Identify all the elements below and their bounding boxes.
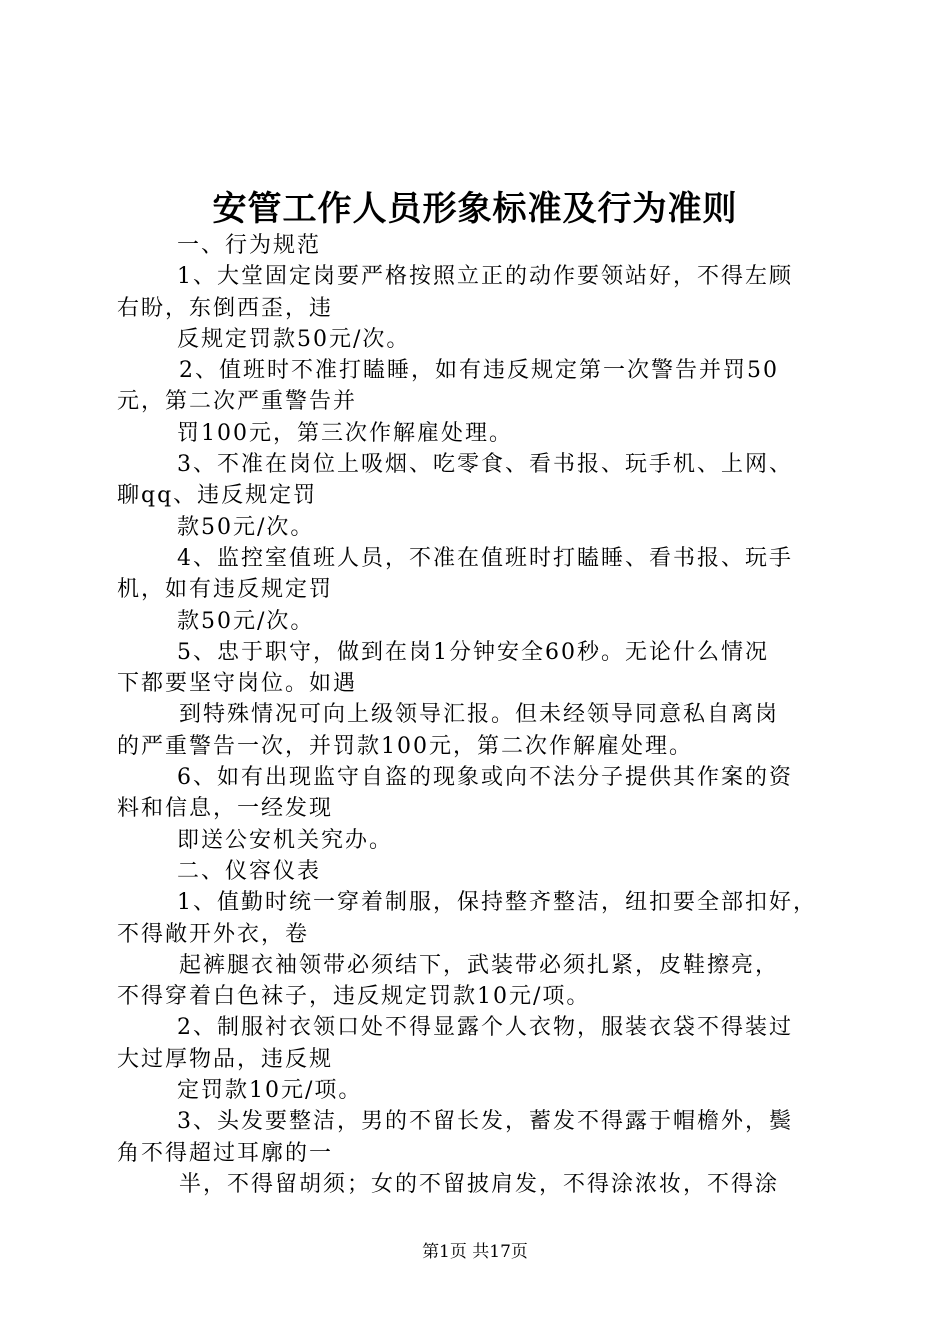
document-title: 安管工作人员形象标准及行为准则 xyxy=(212,189,738,229)
text-line: 半，不得留胡须；女的不留披肩发，不得涂浓妆，不得涂 xyxy=(179,1171,780,1197)
text-line: 1、值勤时统一穿着制服，保持整齐整洁，纽扣要全部扣好， xyxy=(177,890,817,916)
text-line: 右盼，东倒西歪，违 xyxy=(117,295,334,321)
text-line: 反规定罚款50元/次。 xyxy=(177,326,411,352)
text-line: 款50元/次。 xyxy=(177,608,315,634)
text-line: 二、仪容仪表 xyxy=(177,858,322,884)
text-line: 3、不准在岗位上吸烟、吃零食、看书报、玩手机、上网、 xyxy=(177,452,793,478)
text-line: 起裤腿衣袖领带必须结下，武装带必须扎紧，皮鞋擦亮， xyxy=(179,952,780,978)
text-line: 不得穿着白色袜子，违反规定罚款10元/项。 xyxy=(117,984,591,1010)
text-line: 一、行为规范 xyxy=(177,233,322,258)
text-line: 机，如有违反规定罚 xyxy=(117,577,334,603)
text-line: 即送公安机关究办。 xyxy=(177,827,394,853)
text-line: 不得敞开外衣，卷 xyxy=(117,921,310,947)
text-line: 款50元/次。 xyxy=(177,514,315,540)
text-line: 定罚款10元/项。 xyxy=(177,1078,363,1104)
text-line: 4、监控室值班人员，不准在值班时打瞌睡、看书报、玩手 xyxy=(177,545,793,571)
text-line: 2、制服衬衣领口处不得显露个人衣物，服装衣袋不得装过 xyxy=(177,1015,793,1041)
text-line: 1、大堂固定岗要严格按照立正的动作要领站好，不得左顾 xyxy=(177,264,793,290)
text-line: 罚100元，第三次作解雇处理。 xyxy=(177,420,513,446)
text-line: 的严重警告一次，并罚款100元，第二次作解雇处理。 xyxy=(117,733,693,759)
text-line: 6、如有出现监守自盗的现象或向不法分子提供其作案的资 xyxy=(177,765,793,791)
document-body xyxy=(117,230,847,1200)
text-line: 大过厚物品，违反规 xyxy=(117,1046,334,1072)
page-footer: 第1页 共17页 xyxy=(422,1242,528,1262)
text-line: 2、值班时不准打瞌睡，如有违反规定第一次警告并罚50 xyxy=(179,358,779,384)
text-line: 聊qq、违反规定罚 xyxy=(117,483,318,509)
text-line: 5、忠于职守，做到在岗1分钟安全60秒。无论什么情况 xyxy=(177,639,769,665)
text-line: 3、头发要整洁，男的不留长发，蓄发不得露于帽檐外，鬓 xyxy=(177,1109,793,1135)
text-line: 下都要坚守岗位。如遇 xyxy=(117,671,358,697)
text-line: 到特殊情况可向上级领导汇报。但未经领导同意私自离岗 xyxy=(179,702,780,728)
text-line: 角不得超过耳廓的一 xyxy=(117,1140,334,1166)
text-line: 料和信息，一经发现 xyxy=(117,796,334,822)
text-line: 元，第二次严重警告并 xyxy=(117,389,358,415)
